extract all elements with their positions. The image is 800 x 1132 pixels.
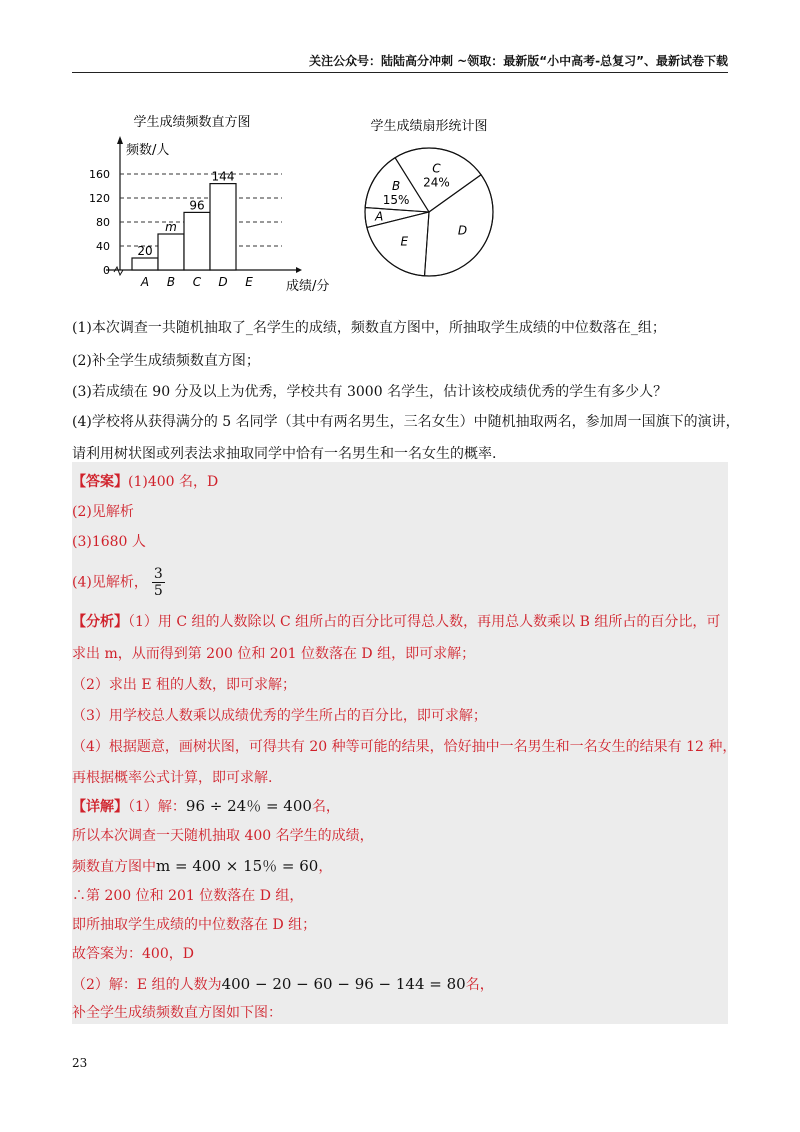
y-tick-label: 40 — [96, 240, 110, 253]
histogram-bar — [158, 234, 184, 270]
answer-4: (4)见解析， — [72, 574, 148, 591]
pie-slice-label: B — [391, 179, 401, 194]
analysis-line-1 — [72, 612, 720, 632]
histogram-bar — [184, 212, 210, 270]
y-axis-label: 频数/人 — [126, 143, 170, 158]
y-tick-label: 120 — [89, 192, 110, 205]
analysis-3: （2）求出 E 租的人数，即可求解； — [72, 677, 297, 693]
x-tick-label: E — [245, 275, 253, 289]
answer-line-4 — [72, 566, 165, 599]
analysis-4: （3）用学校总人数乘以成绩优秀的学生所占的百分比，即可求解； — [72, 708, 487, 724]
answer-3: (3)1680 人 — [72, 534, 146, 550]
bar-value-label: 144 — [211, 169, 235, 184]
detail-8: 补全学生成绩频数直方图如下图： — [72, 1005, 282, 1021]
pie-slice-label: C — [432, 161, 441, 176]
fraction-3-5 — [152, 566, 165, 599]
x-tick-label: D — [218, 275, 228, 289]
detail-line-3 — [72, 856, 332, 877]
y-tick-label: 0 — [103, 264, 110, 277]
answer-tag: 【答案】 — [72, 474, 128, 490]
pie-slice-label: 24% — [423, 175, 450, 190]
axis-break — [114, 267, 123, 275]
detail-1-math: 96 ÷ 24％ = 400 — [185, 797, 312, 815]
analysis-2: 求出 m，从而得到第 200 位和 201 位数落在 D 组，即可求解； — [72, 646, 476, 662]
detail-3-post: ， — [318, 859, 333, 875]
bar-value-label: 96 — [189, 198, 205, 213]
question-2: (2)补全学生成绩频数直方图； — [72, 353, 260, 369]
fraction-denominator: 5 — [153, 583, 163, 599]
detail-line-1 — [72, 796, 340, 817]
pie-title: 学生成绩扇形统计图 — [370, 119, 488, 134]
fraction-numerator: 3 — [153, 566, 163, 582]
pie-slice-label: 15% — [382, 193, 410, 208]
question-3: (3)若成绩在 90 分及以上为优秀，学校共有 3000 名学生，估计该校成绩优秀的学生有多少人？ — [72, 384, 668, 400]
analysis-5: （4）根据题意，画树状图，可得共有 20 种等可能的结果，恰好抽中一名男生和一名女生的结果有 12 种， — [72, 739, 737, 755]
answer-line-1 — [72, 472, 218, 492]
answer-2: (2)见解析 — [72, 504, 134, 520]
x-tick-label: C — [192, 275, 202, 289]
detail-7-math: 400 − 20 − 60 − 96 − 144 = 80 — [221, 975, 466, 993]
detail-line-7 — [72, 974, 494, 995]
histogram-bar — [132, 258, 158, 270]
detail-3-math: m = 400 × 15％ = 60 — [156, 857, 319, 875]
figures — [72, 108, 512, 298]
y-tick-label: 80 — [96, 216, 110, 229]
y-axis-arrow — [117, 136, 123, 144]
pie-slice-label: A — [375, 209, 384, 224]
header-text: 关注公众号：陆陆高分冲刺 ~领取：最新版“小中高考-总复习”、最新试卷下载 — [309, 54, 728, 68]
pie-slice-label: E — [400, 234, 409, 249]
question-4-cont: 请利用树状图或列表法求抽取同学中恰有一名男生和一名女生的概率. — [72, 446, 497, 462]
question-1: (1)本次调查一共随机抽取了_名学生的成绩，频数直方图中，所抽取学生成绩的中位数落在_组； — [72, 320, 666, 336]
x-axis-arrow — [296, 267, 302, 273]
detail-3-pre: 频数直方图中 — [72, 859, 156, 875]
pie-chart — [365, 118, 493, 276]
page-header — [72, 52, 728, 73]
bar-value-label: m — [165, 220, 177, 234]
x-tick-label: A — [140, 275, 150, 289]
detail-7-pre: （2）解：E 组的人数为 — [72, 977, 222, 993]
detail-2: 所以本次调查一天随机抽取 400 名学生的成绩， — [72, 828, 374, 844]
question-4: (4)学校将从获得满分的 5 名同学（其中有两名男生，三名女生）中随机抽取两名，参加周一国旗下的演讲， — [72, 414, 740, 430]
analysis-tag: 【分析】 — [72, 614, 128, 630]
detail-4: ∴第 200 位和 201 位数落在 D 组， — [72, 888, 304, 904]
x-tick-label: B — [166, 275, 176, 289]
detail-1-pre: （1）解： — [128, 799, 186, 815]
detail-tag: 【详解】 — [72, 799, 128, 815]
page-number: 23 — [72, 1056, 88, 1070]
bar-value-label: 20 — [137, 244, 153, 258]
detail-7-post: 名， — [465, 977, 494, 993]
x-axis-label: 成绩/分 — [286, 279, 330, 294]
analysis-1: （1）用 C 组的人数除以 C 组所占的百分比可得总人数，再用总人数乘以 B 组所占的百分比，可 — [128, 614, 721, 630]
histogram — [89, 114, 329, 294]
y-tick-label: 160 — [89, 168, 110, 181]
detail-5: 即所抽取学生成绩的中位数落在 D 组； — [72, 917, 317, 933]
detail-1-post: 名， — [311, 799, 340, 815]
histogram-title: 学生成绩频数直方图 — [133, 115, 251, 130]
pie-slice-label: D — [457, 223, 468, 238]
detail-6: 故答案为：400，D — [72, 946, 194, 962]
histogram-bar — [210, 184, 236, 270]
analysis-6: 再根据概率公式计算，即可求解. — [72, 770, 273, 786]
answer-1: (1)400 名，D — [128, 474, 219, 490]
